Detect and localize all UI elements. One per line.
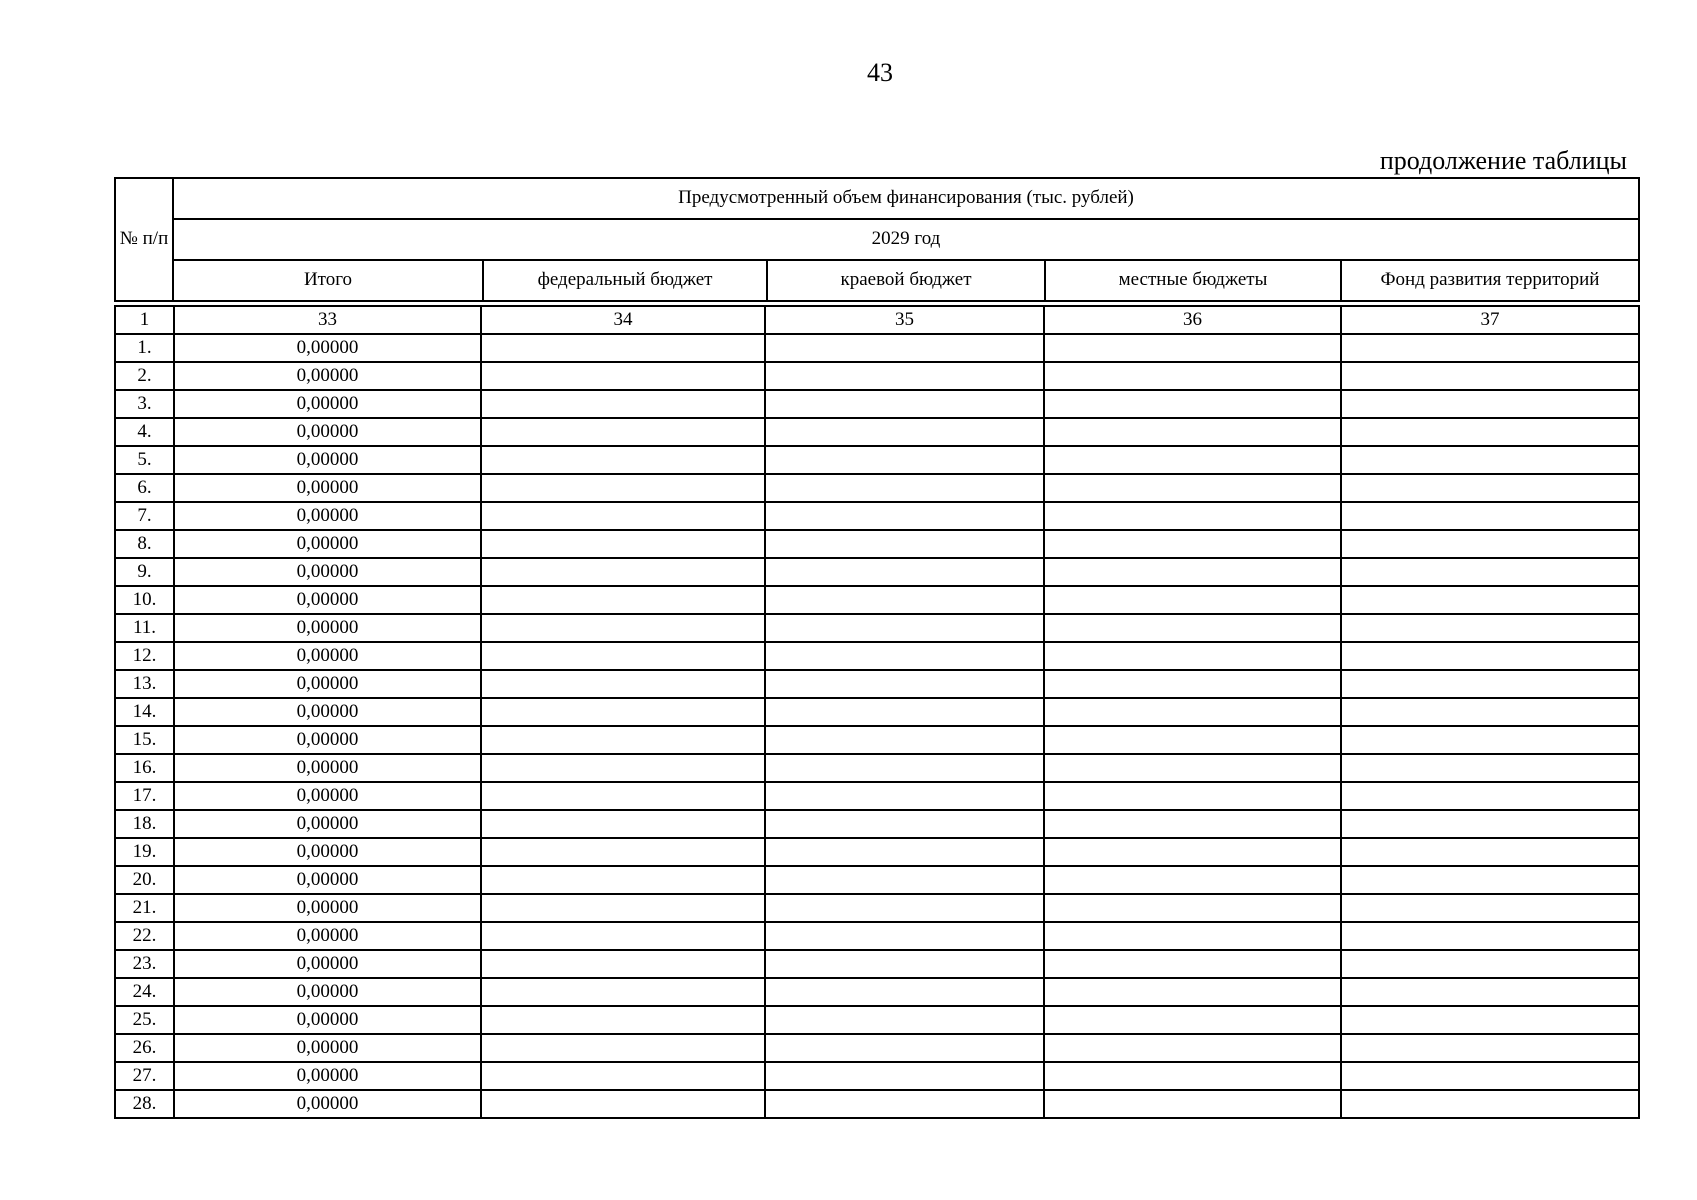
column-number-cell: 1	[115, 306, 174, 334]
row-number-cell: 1.	[115, 334, 174, 362]
year-header: 2029 год	[173, 219, 1639, 260]
empty-cell	[1341, 726, 1639, 754]
total-cell: 0,00000	[174, 1090, 481, 1118]
row-number-cell: 9.	[115, 558, 174, 586]
empty-cell	[1341, 586, 1639, 614]
total-cell: 0,00000	[174, 894, 481, 922]
total-cell: 0,00000	[174, 502, 481, 530]
empty-cell	[1044, 334, 1341, 362]
empty-cell	[481, 558, 765, 586]
total-cell: 0,00000	[174, 950, 481, 978]
empty-cell	[1044, 474, 1341, 502]
table-row	[115, 726, 1639, 754]
row-number-cell: 3.	[115, 390, 174, 418]
empty-cell	[765, 1006, 1044, 1034]
table-row	[115, 614, 1639, 642]
table-row	[115, 838, 1639, 866]
row-number-cell: 13.	[115, 670, 174, 698]
empty-cell	[1044, 670, 1341, 698]
empty-cell	[481, 530, 765, 558]
empty-cell	[1044, 810, 1341, 838]
row-number-cell: 6.	[115, 474, 174, 502]
total-cell: 0,00000	[174, 446, 481, 474]
table-body	[114, 305, 1640, 1119]
empty-cell	[481, 418, 765, 446]
empty-cell	[1341, 614, 1639, 642]
empty-cell	[481, 670, 765, 698]
empty-cell	[1044, 1090, 1341, 1118]
total-cell: 0,00000	[174, 418, 481, 446]
empty-cell	[765, 614, 1044, 642]
empty-cell	[1044, 978, 1341, 1006]
empty-cell	[1341, 642, 1639, 670]
total-cell: 0,00000	[174, 474, 481, 502]
table-row	[115, 698, 1639, 726]
empty-cell	[1044, 586, 1341, 614]
table-row	[115, 950, 1639, 978]
column-header-regional: краевой бюджет	[767, 260, 1045, 301]
empty-cell	[1341, 838, 1639, 866]
row-number-cell: 10.	[115, 586, 174, 614]
empty-cell	[481, 1062, 765, 1090]
empty-cell	[1341, 390, 1639, 418]
empty-cell	[765, 558, 1044, 586]
column-header-local: местные бюджеты	[1045, 260, 1341, 301]
empty-cell	[1044, 390, 1341, 418]
empty-cell	[1044, 642, 1341, 670]
empty-cell	[481, 614, 765, 642]
column-number-cell: 37	[1341, 306, 1639, 334]
empty-cell	[1341, 1090, 1639, 1118]
empty-cell	[481, 922, 765, 950]
empty-cell	[481, 978, 765, 1006]
empty-cell	[1341, 978, 1639, 1006]
row-number-cell: 17.	[115, 782, 174, 810]
table-row	[115, 922, 1639, 950]
row-number-cell: 4.	[115, 418, 174, 446]
row-number-cell: 16.	[115, 754, 174, 782]
total-cell: 0,00000	[174, 922, 481, 950]
empty-cell	[481, 446, 765, 474]
column-header-federal: федеральный бюджет	[483, 260, 767, 301]
empty-cell	[1341, 866, 1639, 894]
empty-cell	[1341, 334, 1639, 362]
empty-cell	[765, 446, 1044, 474]
table-row	[115, 866, 1639, 894]
empty-cell	[765, 586, 1044, 614]
empty-cell	[481, 838, 765, 866]
row-number-cell: 21.	[115, 894, 174, 922]
empty-cell	[1341, 1034, 1639, 1062]
empty-cell	[481, 1034, 765, 1062]
table-row	[115, 810, 1639, 838]
empty-cell	[481, 782, 765, 810]
table-row	[115, 1034, 1639, 1062]
row-number-cell: 23.	[115, 950, 174, 978]
empty-cell	[765, 1090, 1044, 1118]
total-cell: 0,00000	[174, 838, 481, 866]
empty-cell	[481, 362, 765, 390]
table-row	[115, 978, 1639, 1006]
empty-cell	[765, 922, 1044, 950]
continuation-label: продолжение таблицы	[1379, 146, 1627, 175]
empty-cell	[1044, 530, 1341, 558]
row-number-cell: 20.	[115, 866, 174, 894]
row-number-cell: 5.	[115, 446, 174, 474]
table-row	[115, 418, 1639, 446]
empty-cell	[765, 1034, 1044, 1062]
empty-cell	[1044, 1062, 1341, 1090]
empty-cell	[1044, 418, 1341, 446]
column-header-fund: Фонд развития территорий	[1341, 260, 1639, 301]
empty-cell	[481, 726, 765, 754]
empty-cell	[1341, 698, 1639, 726]
empty-cell	[765, 390, 1044, 418]
empty-cell	[481, 950, 765, 978]
empty-cell	[1341, 502, 1639, 530]
total-cell: 0,00000	[174, 362, 481, 390]
empty-cell	[1044, 1006, 1341, 1034]
empty-cell	[1044, 446, 1341, 474]
empty-cell	[1341, 446, 1639, 474]
total-cell: 0,00000	[174, 698, 481, 726]
total-cell: 0,00000	[174, 810, 481, 838]
table-row	[115, 894, 1639, 922]
table-row	[115, 362, 1639, 390]
empty-cell	[481, 390, 765, 418]
total-cell: 0,00000	[174, 1006, 481, 1034]
total-cell: 0,00000	[174, 866, 481, 894]
total-cell: 0,00000	[174, 1034, 481, 1062]
row-number-cell: 8.	[115, 530, 174, 558]
empty-cell	[481, 698, 765, 726]
empty-cell	[765, 530, 1044, 558]
empty-cell	[765, 978, 1044, 1006]
total-cell: 0,00000	[174, 726, 481, 754]
column-number-cell: 35	[765, 306, 1044, 334]
table-row	[115, 642, 1639, 670]
table-row	[115, 586, 1639, 614]
empty-cell	[765, 950, 1044, 978]
empty-cell	[1341, 1006, 1639, 1034]
page-number: 43	[867, 58, 893, 87]
table-row	[115, 782, 1639, 810]
empty-cell	[481, 334, 765, 362]
total-cell: 0,00000	[174, 586, 481, 614]
row-number-cell: 25.	[115, 1006, 174, 1034]
table-row	[115, 670, 1639, 698]
total-cell: 0,00000	[174, 530, 481, 558]
empty-cell	[1044, 754, 1341, 782]
empty-cell	[1044, 726, 1341, 754]
financing-header: Предусмотренный объем финансирования (тыс. рублей)	[173, 178, 1639, 219]
row-number-cell: 7.	[115, 502, 174, 530]
table-row	[115, 390, 1639, 418]
total-cell: 0,00000	[174, 642, 481, 670]
empty-cell	[481, 474, 765, 502]
total-cell: 0,00000	[174, 558, 481, 586]
empty-cell	[1044, 922, 1341, 950]
table-row	[115, 754, 1639, 782]
empty-cell	[481, 586, 765, 614]
table-row	[115, 474, 1639, 502]
empty-cell	[765, 642, 1044, 670]
table-row	[115, 502, 1639, 530]
empty-cell	[1341, 362, 1639, 390]
empty-cell	[765, 418, 1044, 446]
row-number-cell: 26.	[115, 1034, 174, 1062]
column-number-cell: 36	[1044, 306, 1341, 334]
empty-cell	[1044, 362, 1341, 390]
empty-cell	[1341, 894, 1639, 922]
column-number-cell: 33	[174, 306, 481, 334]
empty-cell	[481, 810, 765, 838]
empty-cell	[1341, 1062, 1639, 1090]
empty-cell	[481, 642, 765, 670]
empty-cell	[765, 474, 1044, 502]
table-row	[115, 1090, 1639, 1118]
empty-cell	[1044, 950, 1341, 978]
empty-cell	[1341, 782, 1639, 810]
total-cell: 0,00000	[174, 1062, 481, 1090]
total-cell: 0,00000	[174, 334, 481, 362]
empty-cell	[765, 334, 1044, 362]
table-header	[114, 177, 1640, 302]
empty-cell	[481, 754, 765, 782]
empty-cell	[1044, 866, 1341, 894]
column-header-total: Итого	[173, 260, 483, 301]
row-number-cell: 14.	[115, 698, 174, 726]
row-number-cell: 24.	[115, 978, 174, 1006]
empty-cell	[1341, 922, 1639, 950]
empty-cell	[1044, 782, 1341, 810]
empty-cell	[765, 782, 1044, 810]
row-number-cell: 22.	[115, 922, 174, 950]
empty-cell	[1341, 950, 1639, 978]
empty-cell	[1044, 894, 1341, 922]
row-number-cell: 18.	[115, 810, 174, 838]
total-cell: 0,00000	[174, 754, 481, 782]
table-row	[115, 334, 1639, 362]
table-row	[115, 1006, 1639, 1034]
column-number-cell: 34	[481, 306, 765, 334]
total-cell: 0,00000	[174, 978, 481, 1006]
total-cell: 0,00000	[174, 390, 481, 418]
empty-cell	[765, 810, 1044, 838]
empty-cell	[481, 866, 765, 894]
empty-cell	[765, 362, 1044, 390]
empty-cell	[1044, 558, 1341, 586]
row-number-cell: 12.	[115, 642, 174, 670]
empty-cell	[765, 866, 1044, 894]
empty-cell	[481, 1006, 765, 1034]
empty-cell	[481, 1090, 765, 1118]
empty-cell	[1341, 810, 1639, 838]
empty-cell	[1341, 558, 1639, 586]
table-row	[115, 558, 1639, 586]
empty-cell	[481, 502, 765, 530]
empty-cell	[765, 698, 1044, 726]
empty-cell	[1044, 838, 1341, 866]
empty-cell	[765, 838, 1044, 866]
table-row	[115, 446, 1639, 474]
total-cell: 0,00000	[174, 782, 481, 810]
table-row	[115, 530, 1639, 558]
empty-cell	[765, 1062, 1044, 1090]
total-cell: 0,00000	[174, 670, 481, 698]
empty-cell	[1341, 670, 1639, 698]
empty-cell	[1044, 614, 1341, 642]
column-number-row	[115, 306, 1639, 334]
empty-cell	[1341, 530, 1639, 558]
row-number-cell: 2.	[115, 362, 174, 390]
empty-cell	[765, 502, 1044, 530]
empty-cell	[1044, 502, 1341, 530]
empty-cell	[765, 670, 1044, 698]
empty-cell	[1341, 418, 1639, 446]
row-number-cell: 28.	[115, 1090, 174, 1118]
empty-cell	[1341, 754, 1639, 782]
empty-cell	[481, 894, 765, 922]
empty-cell	[1044, 698, 1341, 726]
row-number-header: № п/п	[115, 178, 173, 301]
row-number-cell: 15.	[115, 726, 174, 754]
row-number-cell: 27.	[115, 1062, 174, 1090]
row-number-cell: 19.	[115, 838, 174, 866]
row-number-cell: 11.	[115, 614, 174, 642]
empty-cell	[765, 894, 1044, 922]
empty-cell	[765, 726, 1044, 754]
table-row	[115, 1062, 1639, 1090]
empty-cell	[765, 754, 1044, 782]
empty-cell	[1341, 474, 1639, 502]
total-cell: 0,00000	[174, 614, 481, 642]
empty-cell	[1044, 1034, 1341, 1062]
